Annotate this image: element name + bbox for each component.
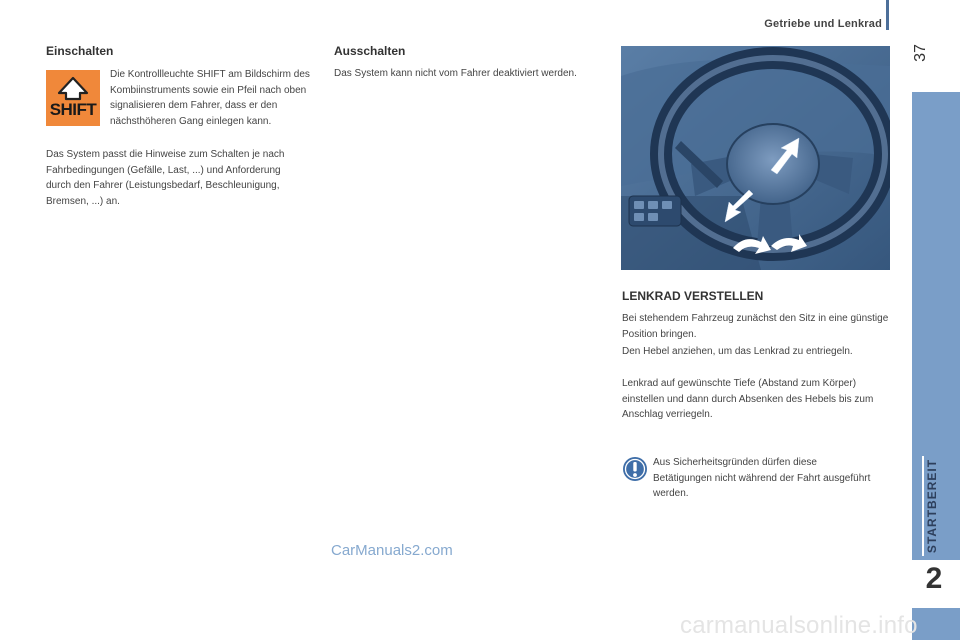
einschalten-body: Das System passt die Hinweise zum Schalten je nach Fahrbedingungen (Gefälle, Last, ...) und Anforderung durch den Fahrer (Leistungsbedarf, Beschleunigung, Bremsen, ...) an. bbox=[46, 149, 285, 207]
ausschalten-body: Das System kann nicht vom Fahrer deaktiviert werden. bbox=[334, 68, 577, 79]
shift-icon-label: SHIFT bbox=[49, 100, 97, 119]
lenkrad-step-3: Lenkrad auf gewünschte Tiefe (Abstand zum Körper) einstellen und dann durch Absenken des Hebels bis zum Anschlag verriegeln. bbox=[622, 378, 874, 420]
lenkrad-step-2: Den Hebel anziehen, um das Lenkrad zu entriegeln. bbox=[622, 346, 853, 357]
einschalten-heading: Einschalten bbox=[46, 44, 114, 58]
chapter-number: 2 bbox=[925, 562, 943, 595]
page-number: 37 bbox=[912, 44, 929, 62]
header-divider bbox=[886, 0, 889, 30]
shift-description: Die Kontrollleuchte SHIFT am Bildschirm des Kombiinstruments sowie ein Pfeil nach oben signalisieren dem Fahrer, dass er den nächsthöheren Gang einlegen kann. bbox=[110, 69, 310, 127]
steering-wheel-illustration bbox=[621, 46, 890, 270]
warning-icon bbox=[622, 456, 648, 487]
lenkrad-step-1: Bei stehendem Fahrzeug zunächst den Sitz in eine günstige Position bringen. bbox=[622, 313, 889, 340]
safety-warning-text: Aus Sicherheitsgründen dürfen diese Betätigungen nicht während der Fahrt ausgeführt werden. bbox=[653, 457, 871, 499]
watermark-carmanualsonline: carmanualsonline.info bbox=[680, 612, 918, 639]
running-header-title: Getriebe und Lenkrad bbox=[764, 18, 882, 30]
watermark-carmanuals2: CarManuals2.com bbox=[331, 542, 453, 559]
ausschalten-heading: Ausschalten bbox=[334, 44, 406, 58]
shift-indicator-icon bbox=[46, 70, 100, 126]
lenkrad-heading: LENKRAD VERSTELLEN bbox=[622, 289, 764, 303]
side-tab-divider bbox=[922, 456, 924, 556]
section-label: STARTBEREIT bbox=[925, 458, 939, 554]
